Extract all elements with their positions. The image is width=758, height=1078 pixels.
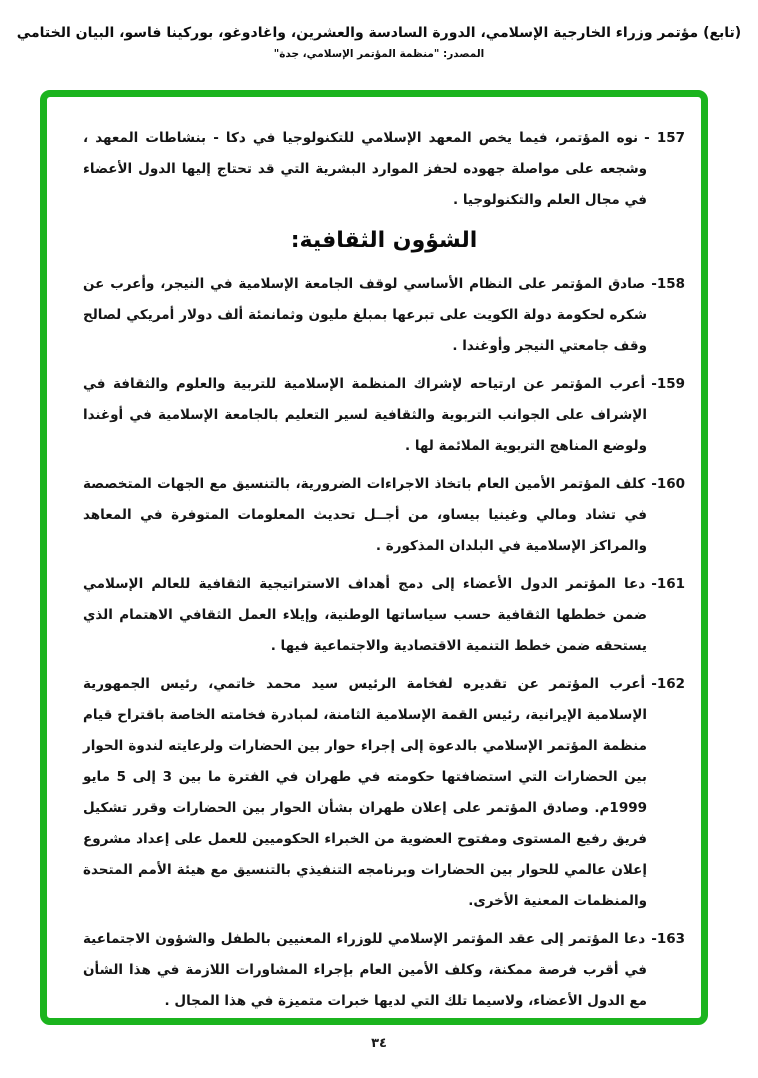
paragraph-163-text: دعا المؤتمر إلى عقد المؤتمر الإسلامي للوزراء المعنيين بالطفل والشؤون الاجتماعية في أقرب فرصة ممكنة، وكلف الأمين العام بإجراء المشاورات اللازمة في هذا الشأن مع الدول الأعضاء، ولاسيما تلك التي لديها خبرات متميزة في هذا المجال . xyxy=(83,931,647,1009)
paragraph-157-number: 157 - xyxy=(644,130,685,146)
paragraph-158 xyxy=(83,269,685,362)
paragraph-162-number: 162- xyxy=(651,676,685,692)
paragraph-162 xyxy=(83,669,685,917)
document-header xyxy=(0,0,758,60)
paragraph-157 xyxy=(83,123,685,216)
paragraph-159 xyxy=(83,369,685,462)
paragraph-158-number: 158- xyxy=(651,276,685,292)
paragraph-162-text: أعرب المؤتمر عن تقديره لفخامة الرئيس سيد محمد خاتمي، رئيس الجمهورية الإسلامية الإيرانية، رئيس القمة الإسلامية الثامنة، لمبادرة فخامته الخاصة باقتراح قيام منظمة المؤتمر الإسلامي بالدعوة إلى إجراء حوار بين الحضارات ولرعايته لندوة الحوار بين الحضارات التي استضافتها حكومته في طهران في الفترة ما بين 3 إلى 5 مايو 1999م. وصادق المؤتمر على إعلان طهران بشأن الحوار بين الحضارات وقرر تشكيل فريق رفيع المستوى ومفتوح العضوية من الخبراء الحكوميين للعمل على إعداد مشروع إعلان عالمي للحوار بين الحضارات وبرنامجه التنفيذي بالتنسيق مع هيئة الأمم المتحدة والمنظمات المعنية الأخرى. xyxy=(83,676,647,909)
paragraph-160-text: كلف المؤتمر الأمين العام باتخاذ الاجراءات الضرورية، بالتنسيق مع الجهات المتخصصة في تشاد ومالي وغينيا بيساو، من أجــل تحديث المعلومات المتوفرة في المعاهد والمراكز الإسلامية في البلدان المذكورة . xyxy=(83,476,647,554)
paragraph-158-text: صادق المؤتمر على النظام الأساسي لوقف الجامعة الإسلامية في النيجر، وأعرب عن شكره لحكومة دولة الكويت على تبرعها بمبلغ مليون وثمانمئة ألف دولار أمريكي لصالح وقف جامعتي النيجر وأوغندا . xyxy=(83,276,647,354)
section-heading-cultural-affairs: الشؤون الثقافية: xyxy=(290,228,478,253)
content-frame xyxy=(40,90,708,1025)
paragraph-157-text: نوه المؤتمر، فيما يخص المعهد الإسلامي للتكنولوجيا في دكا - بنشاطات المعهد ، وشجعه على مواصلة جهوده لحفز الموارد البشرية التي قد تحتاج إليها الدول الأعضاء في مجال العلم والتكنولوجيا . xyxy=(83,130,647,208)
header-title: (تابع) مؤتمر وزراء الخارجية الإسلامي، الدورة السادسة والعشرين، واغادوغو، بوركينا فاسو، البيان الختامي xyxy=(16,25,742,41)
paragraph-163 xyxy=(83,924,685,1017)
paragraph-161 xyxy=(83,569,685,662)
paragraph-161-text: دعا المؤتمر الدول الأعضاء إلى دمج أهداف الاستراتيجية الثقافية للعالم الإسلامي ضمن خططها الثقافية حسب سياساتها الوطنية، وإيلاء العمل الثقافي الاهتمام الذي يستحقه ضمن خطط التنمية الاقتصادية والاجتماعية فيها . xyxy=(83,576,647,654)
paragraph-159-text: أعرب المؤتمر عن ارتياحه لإشراك المنظمة الإسلامية للتربية والعلوم والثقافة في الإشراف على الجوانب التربوية والثقافية لسير التعليم بالجامعة الإسلامية في أوغندا ولوضع المناهج التربوية الملائمة لها . xyxy=(83,376,647,454)
paragraph-161-number: 161- xyxy=(651,576,685,592)
paragraph-159-number: 159- xyxy=(651,376,685,392)
header-source-line: المصدر: "منظمة المؤتمر الإسلامي، جدة" xyxy=(273,48,485,60)
paragraph-160-number: 160- xyxy=(651,476,685,492)
paragraph-163-number: 163- xyxy=(651,931,685,947)
paragraph-160 xyxy=(83,469,685,562)
page-number: ٣٤ xyxy=(371,1036,387,1051)
